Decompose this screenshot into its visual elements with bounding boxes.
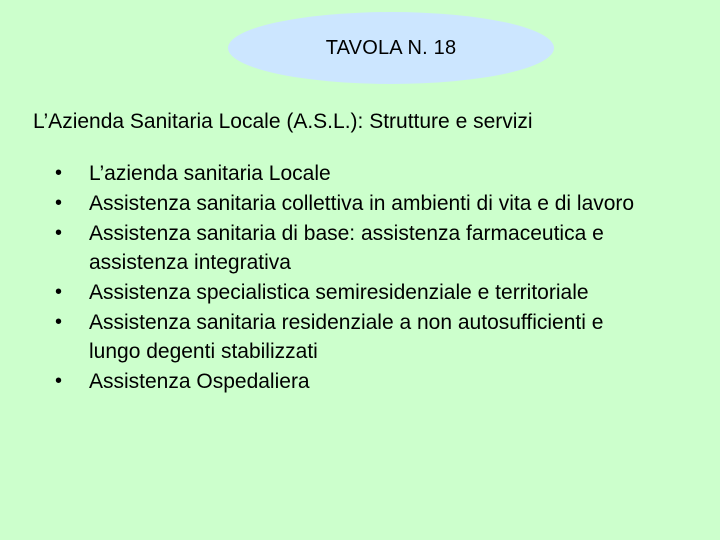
bullet-icon: •: [55, 370, 63, 392]
list-item-text: Assistenza Ospedaliera: [89, 370, 310, 393]
bullet-icon: •: [55, 162, 63, 184]
list-item-text: Assistenza specialistica semiresidenziale e territoriale: [89, 281, 589, 304]
list-item: [52, 278, 652, 307]
bullet-icon: •: [55, 281, 63, 303]
list-item: [52, 159, 652, 188]
bullet-icon: •: [55, 192, 63, 214]
list-item-text: Assistenza sanitaria residenziale a non autosufficienti e lungo degenti stabilizzati: [89, 311, 604, 363]
list-item: [52, 189, 652, 218]
list-item: [52, 308, 652, 366]
tavola-badge: [228, 12, 554, 84]
slide-title: L’Azienda Sanitaria Locale (A.S.L.): Strutture e servizi: [33, 110, 533, 133]
bullet-list: [52, 159, 652, 397]
list-item-text: Assistenza sanitaria collettiva in ambienti di vita e di lavoro: [89, 192, 635, 215]
list-item-text: Assistenza sanitaria di base: assistenza farmaceutica e assistenza integrativa: [89, 222, 604, 274]
list-item-text: L’azienda sanitaria Locale: [89, 162, 331, 185]
bullet-icon: •: [55, 222, 63, 244]
tavola-label: TAVOLA N. 18: [325, 36, 457, 59]
bullet-icon: •: [55, 311, 63, 333]
list-item: [52, 367, 652, 396]
list-item: [52, 219, 652, 277]
